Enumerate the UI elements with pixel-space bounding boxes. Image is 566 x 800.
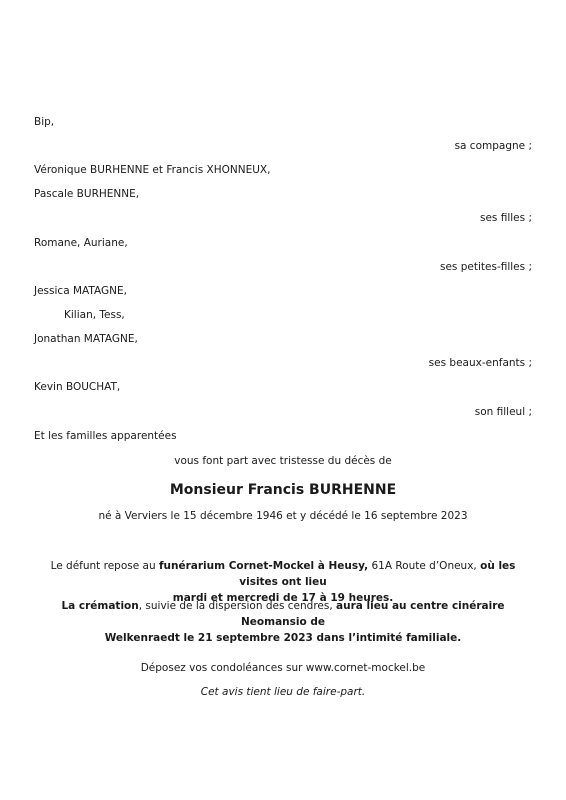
family-role-filleul: son filleul ; [474, 406, 532, 418]
deceased-name: Monsieur Francis BURHENNE [169, 482, 397, 498]
rest-visit-hours: mardi et mercredi de 17 à 19 heures. [172, 592, 394, 604]
family-line-12: Kevin BOUCHAT, [34, 381, 121, 393]
footer-note-text: Cet avis tient lieu de faire-part. [200, 686, 366, 698]
family-line-4: Pascale BURHENNE, [34, 188, 140, 200]
cremation-text: , suivie de la dispersion des cendres, [138, 600, 337, 612]
family-line-6: Romane, Auriane, [34, 237, 128, 249]
family-line-8: Jessica MATAGNE, [34, 285, 127, 297]
rest-funerarium: funérarium Cornet-Mockel à Heusy, [158, 560, 369, 572]
rest-address: 61A Route d’Oneux, [368, 560, 481, 572]
family-role-beaux-enfants: ses beaux-enfants ; [428, 357, 532, 369]
cremation-paragraph [34, 598, 532, 646]
family-role-petites-filles: ses petites-filles ; [440, 261, 532, 273]
announcement-text: vous font part avec tristesse du décès de [174, 455, 392, 467]
deceased-dates: né à Verviers le 15 décembre 1946 et y décédé le 16 septembre 2023 [98, 510, 468, 522]
family-role-compagne: sa compagne ; [454, 140, 532, 152]
family-role-filles: ses filles ; [480, 212, 532, 224]
rest-text-1: Le défunt repose au [50, 560, 159, 572]
condolences-text: Déposez vos condoléances sur www.cornet-mockel.be [140, 662, 426, 674]
cremation-place: aura lieu au centre cinéraire Neomansio de [241, 600, 505, 628]
family-line-10: Jonathan MATAGNE, [34, 333, 138, 345]
family-line-3: Véronique BURHENNE et Francis XHONNEUX, [34, 164, 271, 176]
cremation-label: La crémation [61, 600, 139, 612]
family-line-9: Kilian, Tess, [64, 309, 125, 321]
footer-note [34, 686, 532, 698]
family-line-1: Bip, [34, 116, 55, 128]
family-line-14: Et les familles apparentées [34, 430, 177, 442]
rest-visits: où les visites ont lieu [239, 560, 516, 588]
cremation-date: Welkenraedt le 21 septembre 2023 dans l’intimité familiale. [104, 632, 462, 644]
